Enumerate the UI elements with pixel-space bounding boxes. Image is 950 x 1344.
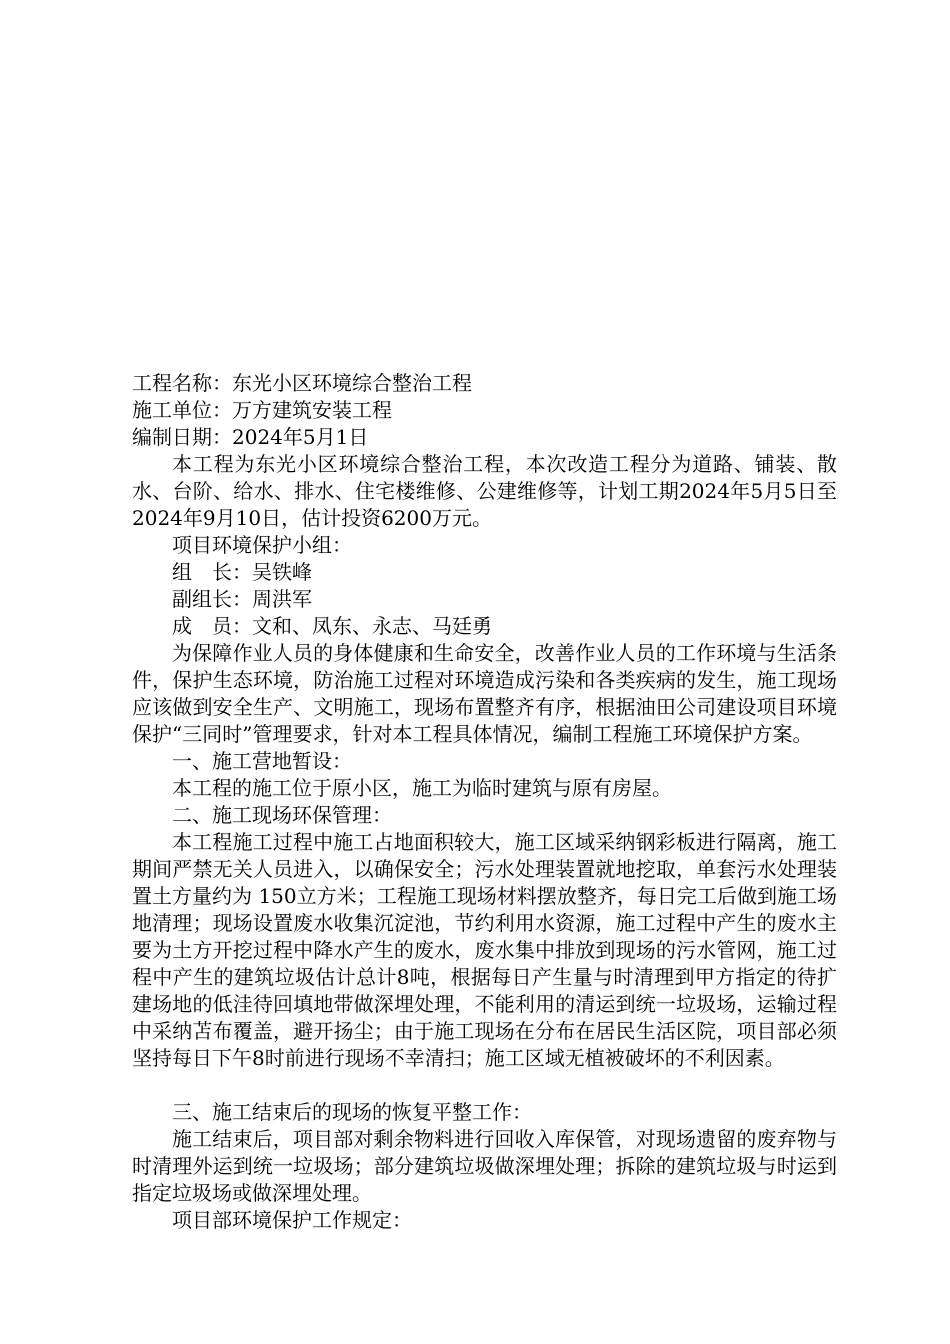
- overview-paragraph: 本工程为东光小区环境综合整治工程，本次改造工程分为道路、铺装、散水、台阶、给水、排水、住宅楼维修、公建维修等，计划工期2024年5月5日至2024年9月10日，估计投资6200万元。: [132, 452, 837, 530]
- team-title: 项目环境保护小组：: [172, 533, 352, 557]
- section2-body: 本工程施工过程中施工占地面积较大，施工区域采纳钢彩板进行隔离，施工期间严禁无关人员进入，以确保安全；污水处理装置就地挖取，单套污水处理装置土方量约为 150立方米；工程施工现场材料摆放整齐，每日完工后做到施工场地清理；现场设置废水收集沉淀池，节约利用水资源，施工过程中产生的废水主要为土方开挖过程中降水产生的废水，废水集中排放到现场的污水管网，施工过程中产生的建筑垃圾估计总计8吨，根据每日产生量与时清理到甲方指定的待扩建场地的低洼待回填地带做深埋处理，不能利用的清运到统一垃圾场，运输过程中采纳苫布覆盖，避开扬尘；由于施工现场在分布在居民生活区院，项目部必须坚持每日下午8时前进行现场不幸清扫；施工区域无植被破坏的不利因素。: [132, 830, 837, 1070]
- construction-unit: 施工单位：万方建筑安装工程: [132, 398, 392, 422]
- section2-heading: 二、施工现场环保管理：: [172, 803, 392, 827]
- section4-heading: 项目部环境保护工作规定：: [172, 1208, 412, 1232]
- project-name: 工程名称：东光小区环境综合整治工程: [132, 371, 472, 395]
- team-deputy: 副组长：周洪军: [172, 587, 312, 611]
- document-body: [132, 370, 837, 1234]
- section1-heading: 一、施工营地暂设：: [172, 749, 352, 773]
- section3-heading: 三、施工结束后的现场的恢复平整工作：: [172, 1100, 532, 1124]
- team-members: 成 员：文和、凤东、永志、马廷勇: [172, 614, 492, 638]
- team-leader: 组 长：吴铁峰: [172, 560, 312, 584]
- section1-body: 本工程的施工位于原小区，施工为临时建筑与原有房屋。: [172, 776, 672, 800]
- section3-body: 施工结束后，项目部对剩余物料进行回收入库保管，对现场遗留的废弃物与时清理外运到统一垃圾场；部分建筑垃圾做深埋处理；拆除的建筑垃圾与时运到指定垃圾场或做深埋处理。: [132, 1127, 837, 1205]
- paragraph-gap: [132, 1072, 837, 1099]
- purpose-paragraph: 为保障作业人员的身体健康和生命安全，改善作业人员的工作环境与生活条件，保护生态环境，防治施工过程对环境造成污染和各类疾病的发生，施工现场应该做到安全生产、文明施工，现场布置整齐有序，根据油田公司建设项目环境保护“三同时”管理要求，针对本工程具体情况，编制工程施工环境保护方案。: [132, 641, 837, 746]
- compile-date: 编制日期：2024年5月1日: [132, 425, 369, 449]
